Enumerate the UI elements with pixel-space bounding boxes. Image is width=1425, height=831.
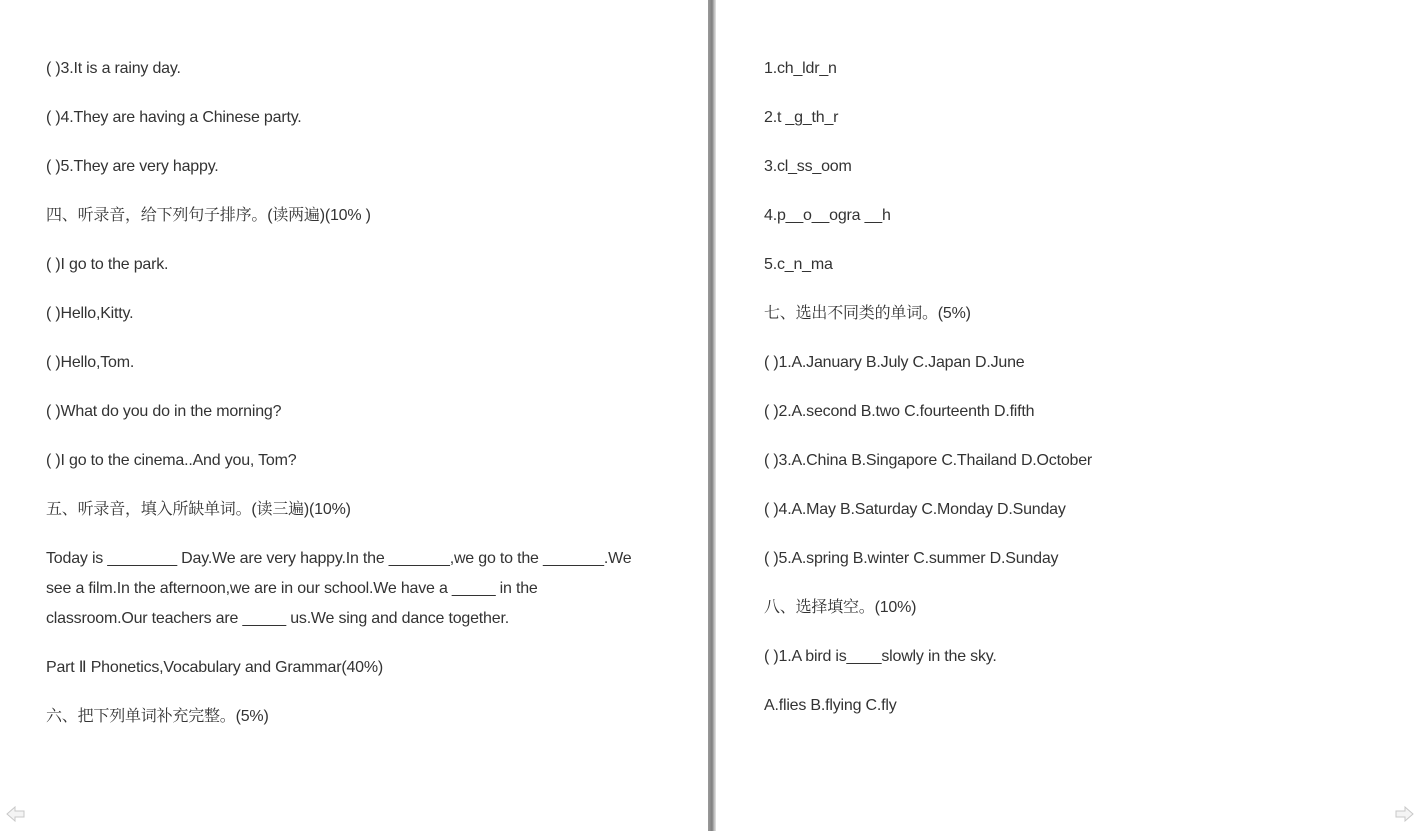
- word-item: 3.cl_ss_oom: [764, 158, 852, 175]
- section-heading: 四、听录音，给下列句子排序。(读两遍)(10% ): [46, 207, 371, 224]
- question-line: ( )What do you do in the morning?: [46, 403, 282, 420]
- word-item: 1.ch_ldr_n: [764, 60, 837, 77]
- question-line: ( )4.They are having a Chinese party.: [46, 109, 302, 126]
- section-heading: 七、选出不同类的单词。(5%): [764, 305, 971, 322]
- fill-in-paragraph: [46, 544, 631, 634]
- question-line: ( )I go to the cinema..And you, Tom?: [46, 452, 297, 469]
- question-line: ( )1.A.January B.July C.Japan D.June: [764, 354, 1025, 371]
- previous-page-button[interactable]: [6, 806, 26, 822]
- question-line: ( )1.A bird is____slowly in the sky.: [764, 648, 997, 665]
- word-item: 2.t _g_th_r: [764, 109, 839, 126]
- word-item: 4.p__o__ogra __h: [764, 207, 891, 224]
- answer-options: A.flies B.flying C.fly: [764, 697, 897, 714]
- word-item: 5.c_n_ma: [764, 256, 833, 273]
- question-line: ( )Hello,Kitty.: [46, 305, 134, 322]
- question-line: ( )5.A.spring B.winter C.summer D.Sunday: [764, 550, 1059, 567]
- question-line: ( )2.A.second B.two C.fourteenth D.fifth: [764, 403, 1035, 420]
- question-line: ( )3.A.China B.Singapore C.Thailand D.October: [764, 452, 1093, 469]
- question-line: ( )4.A.May B.Saturday C.Monday D.Sunday: [764, 501, 1066, 518]
- section-heading: 五、听录音，填入所缺单词。(读三遍)(10%): [46, 501, 351, 518]
- question-line: ( )I go to the park.: [46, 256, 169, 273]
- question-line: ( )Hello,Tom.: [46, 354, 135, 371]
- paragraph-line: see a film.In the afternoon,we are in our school.We have a _____ in the: [46, 580, 538, 597]
- part-heading: Part Ⅱ Phonetics,Vocabulary and Grammar(40%): [46, 659, 384, 676]
- paragraph-line: Today is ________ Day.We are very happy.In the _______,we go to the _______.We: [46, 550, 632, 567]
- arrow-left-icon: [6, 806, 26, 822]
- arrow-right-icon: [1394, 806, 1414, 822]
- paragraph-line: classroom.Our teachers are _____ us.We sing and dance together.: [46, 610, 509, 627]
- section-heading: 八、选择填空。(10%): [764, 599, 917, 616]
- question-line: ( )3.It is a rainy day.: [46, 60, 181, 77]
- left-page: [0, 0, 708, 831]
- question-line: ( )5.They are very happy.: [46, 158, 219, 175]
- right-page: [716, 0, 1425, 831]
- page-divider: [708, 0, 716, 831]
- section-heading: 六、把下列单词补充完整。(5%): [46, 708, 269, 725]
- next-page-button[interactable]: [1394, 806, 1414, 822]
